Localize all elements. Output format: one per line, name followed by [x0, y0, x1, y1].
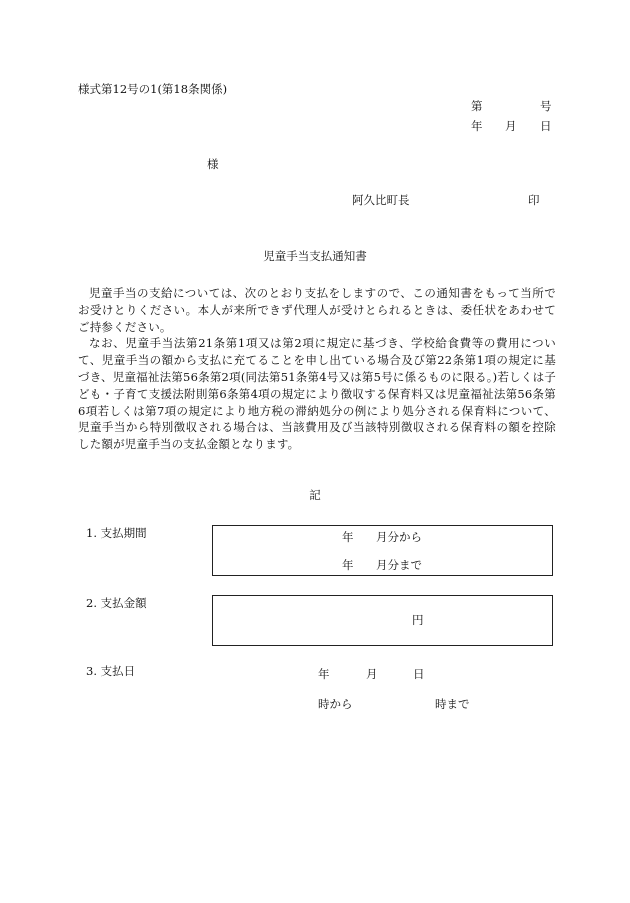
pay-date-day: 日: [413, 667, 425, 681]
period-to-year: 年: [342, 558, 354, 572]
date-year: 年: [471, 119, 483, 133]
issuer-name: 阿久比町長: [352, 193, 410, 207]
period-label: 1. 支払期間: [86, 526, 147, 540]
period-from-year: 年: [342, 530, 354, 544]
pay-date-year: 年: [318, 667, 330, 681]
number-prefix: 第: [471, 99, 483, 113]
amount-unit: 円: [412, 613, 424, 627]
issuer-seal: 印: [528, 193, 540, 207]
amount-label: 2. 支払金額: [86, 596, 147, 610]
amount-box: [212, 595, 553, 646]
document-title: 児童手当支払通知書: [263, 249, 367, 263]
number-suffix: 号: [540, 99, 552, 113]
addressee-suffix: 様: [207, 157, 219, 171]
pay-date-month: 月: [366, 667, 378, 681]
period-from-month: 月分から: [376, 530, 422, 544]
period-to-month: 月分まで: [376, 558, 422, 572]
date-label: 3. 支払日: [86, 664, 136, 678]
form-label: 様式第12号の1(第18条関係): [78, 82, 228, 96]
body-paragraph-1: 児童手当の支給については、次のとおり支払をしますので、この通知書をもって当所でお受けとりください。本人が来所できず代理人が受けとられるときは、委任状をあわせてご持参ください。: [78, 286, 556, 334]
pay-time-from: 時から: [318, 697, 353, 711]
pay-time-to: 時まで: [435, 697, 470, 711]
date-day: 日: [540, 119, 552, 133]
period-box: [212, 525, 553, 576]
body-paragraph-2: なお、児童手当法第21条第1項又は第2項に規定に基づき、学校給食費等の費用について、児童手当の額から支払に充てることを申し出ている場合及び第22条第1項の規定に基づき、児童福祉法第56条第2項(同法第51条第4号又は第5号に係るものに限る。)若しくは子ども・子育て支援法附則第6条第4項の規定により徴収する保育料又は児童福祉法第56条第6項若しくは第7項の規定により地方税の滞納処分の例により処分される保育料について、児童手当から特別徴収される場合は、当該費用及び当該特別徴収される保育料の額を控除した額が児童手当の支払金額となります。: [78, 336, 556, 452]
ki-heading: 記: [309, 488, 321, 502]
date-month: 月: [505, 119, 517, 133]
body-text: [78, 285, 556, 453]
